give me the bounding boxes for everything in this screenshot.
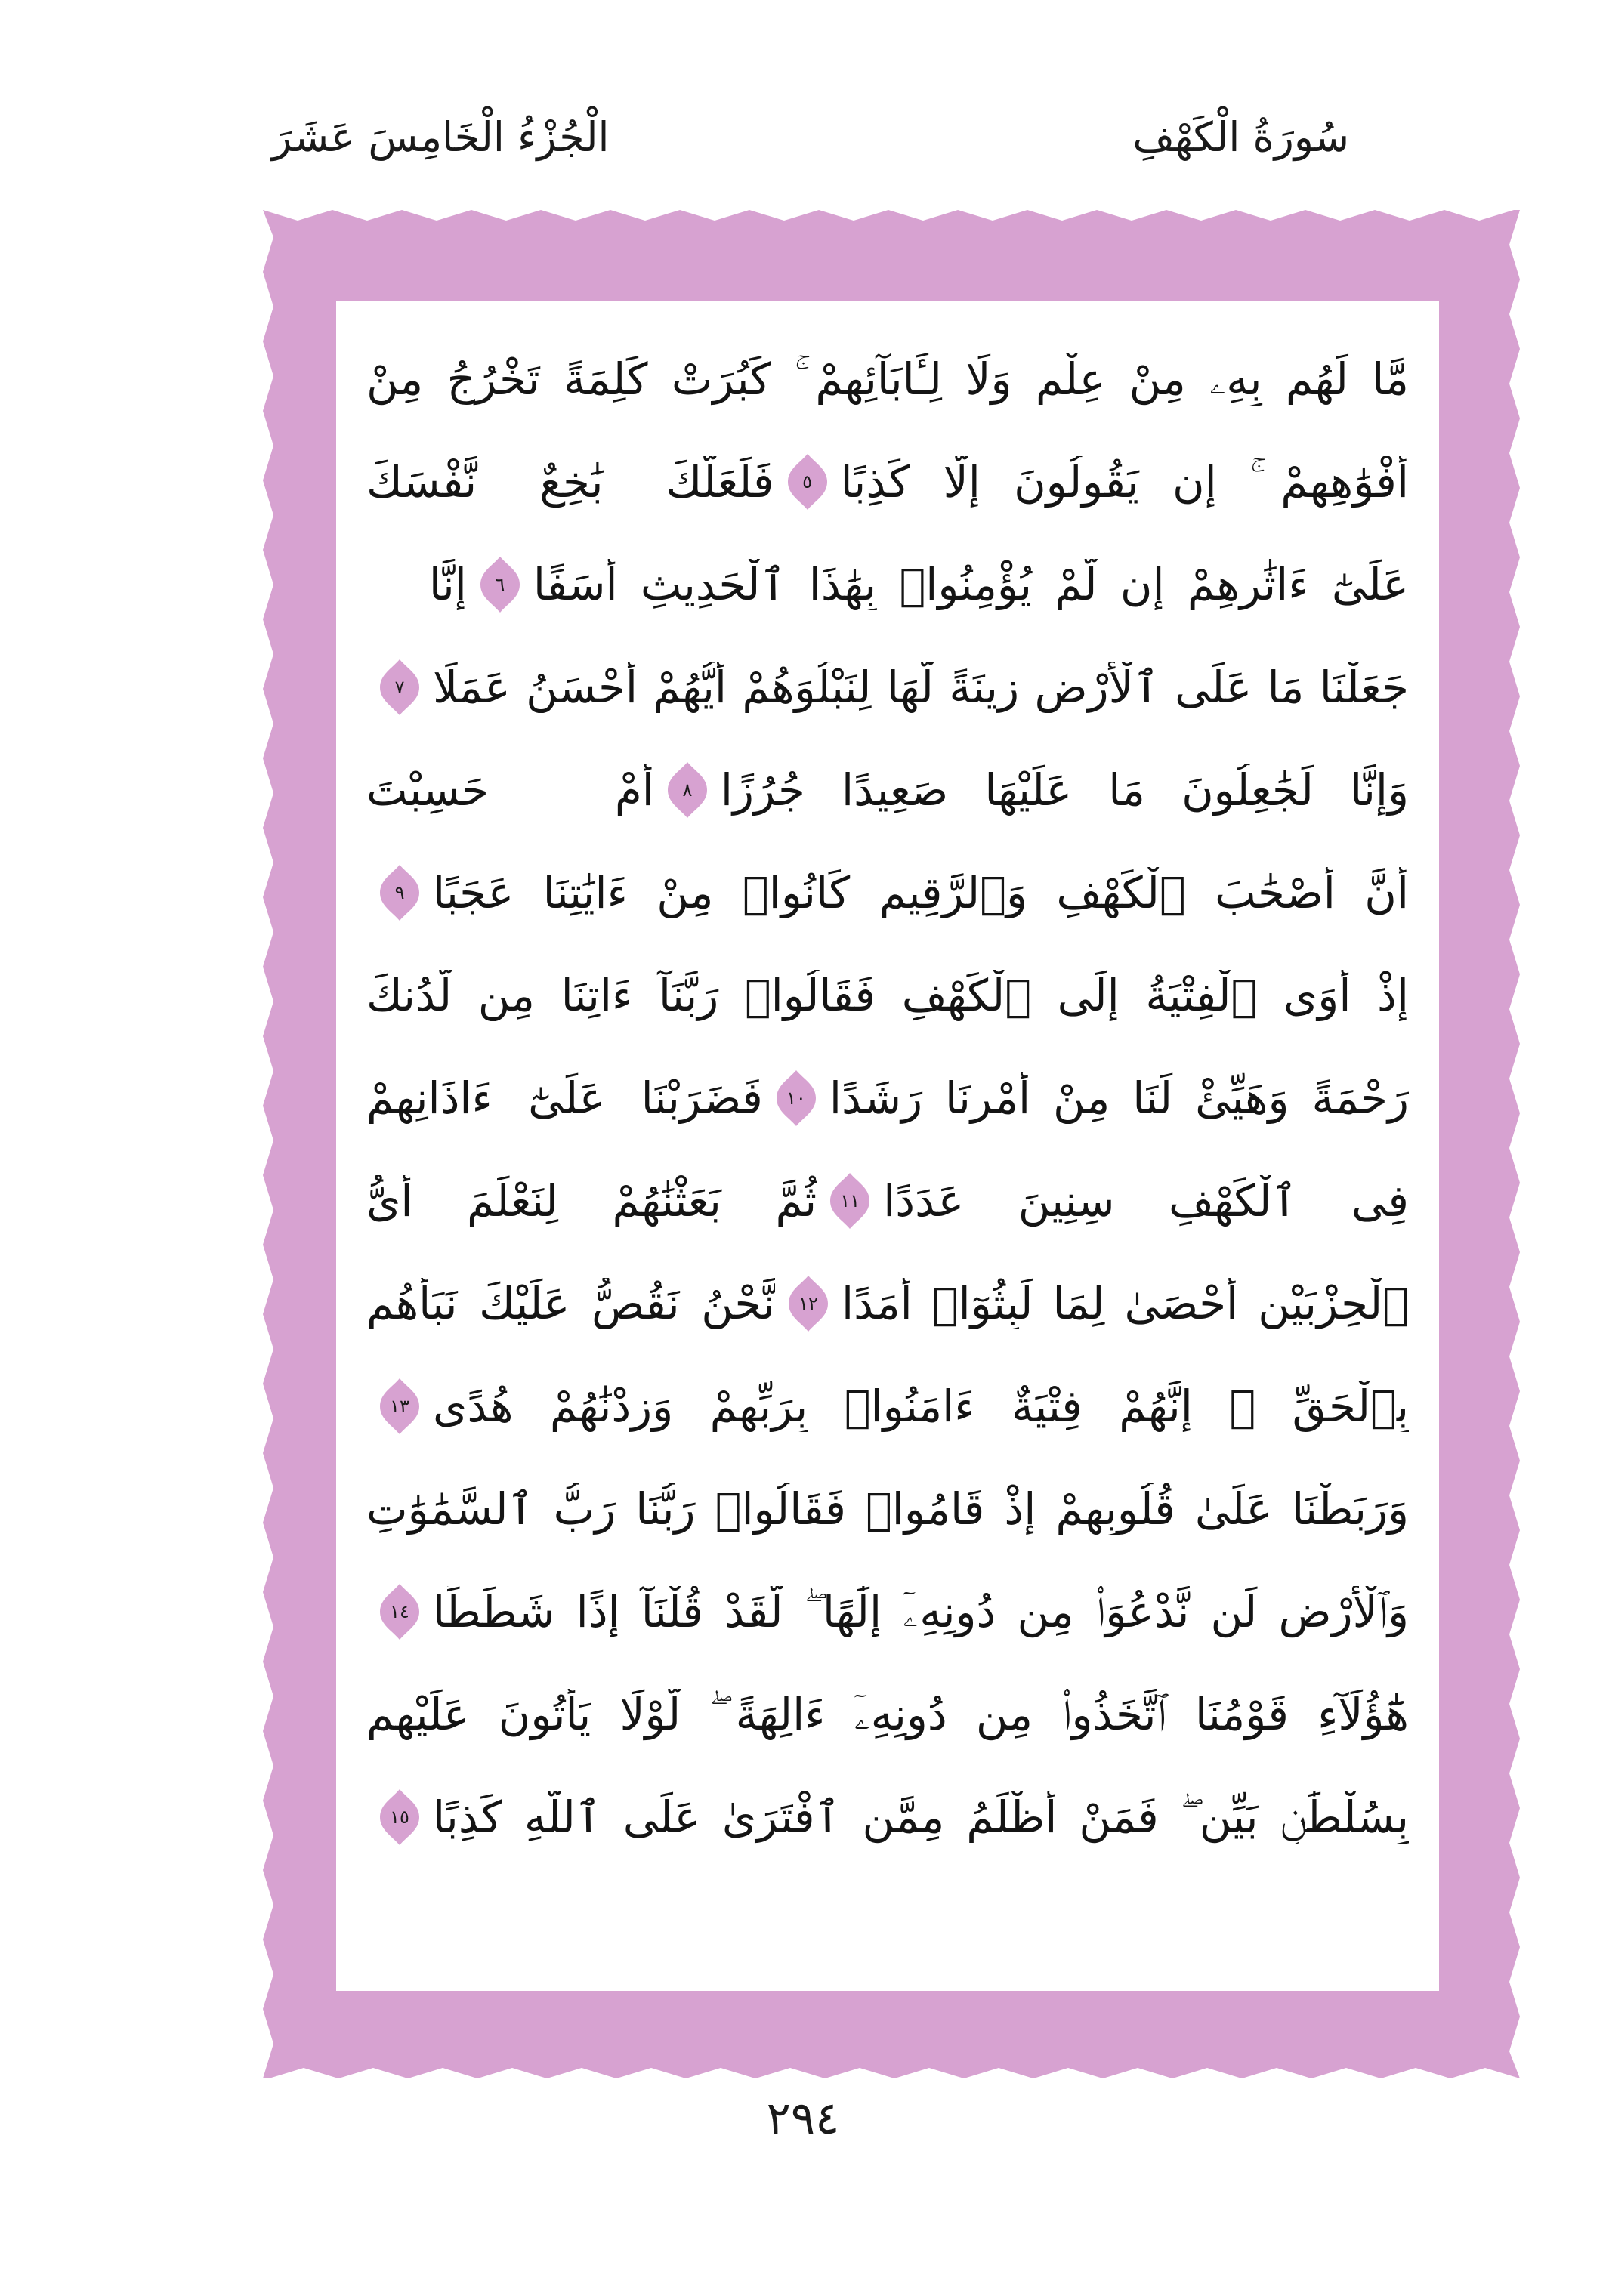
ayah-number-marker [377,1582,422,1641]
verse-text: فَضَرَبْنَا عَلَىٰٓ ءَاذَانِهِمْ [366,1072,763,1124]
verse-text: بِٱلْحَقِّ ۚ إِنَّهُمْ فِتْيَةٌ ءَامَنُوا۟ بِرَبِّهِمْ وَزِدْنَٰهُمْ هُدًى [433,1381,1409,1432]
verse-text: وَٱلْأَرْضِ لَن نَّدْعُوَا۟ مِن دُونِهِۦٓ إِلَٰهًا ۖ لَّقَدْ قُلْنَآ إِذًا شَطَطًا [433,1585,1409,1637]
verse-text: جَعَلْنَا مَا عَلَى ٱلْأَرْضِ زِينَةً لَّهَا لِنَبْلُوَهُمْ أَيُّهُمْ أَحْسَنُ عَمَلًا [433,662,1409,713]
ayah-number: ١٢ [798,1293,818,1314]
ayah-number-marker [786,1274,831,1333]
verse-line [366,944,1409,1047]
ayah-number-marker [477,555,523,614]
verse-text: أَنَّ أَصْحَٰبَ ٱلْكَهْفِ وَٱلرَّقِيمِ كَانُوا۟ مِنْ ءَايَٰتِنَا عَجَبًا [433,867,1409,918]
verse-text: عَلَىٰٓ ءَاثَٰرِهِمْ إِن لَّمْ يُؤْمِنُوا۟ بِهَٰذَا ٱلْحَدِيثِ أَسَفًا [533,559,1409,610]
verse-text: ثُمَّ بَعَثْنَٰهُمْ لِنَعْلَمَ أَىُّ [366,1175,817,1227]
ayah-number-marker [377,863,422,922]
verse-text: وَإِنَّا لَجَٰعِلُونَ مَا عَلَيْهَا صَعِيدًا جُرُزًا [720,764,1409,816]
verse-line [366,1458,1409,1560]
verse-text: نَّحْنُ نَقُصُّ عَلَيْكَ نَبَأَهُم [366,1278,776,1329]
ayah-number: ١٣ [390,1396,409,1417]
verse-text: إِذْ أَوَى ٱلْفِتْيَةُ إِلَى ٱلْكَهْفِ فَقَالُوا۟ رَبَّنَآ ءَاتِنَا مِن لَّدُنكَ [366,970,1409,1021]
ayah-number: ٦ [495,574,505,595]
ayah-number-marker [377,1377,422,1436]
juz-header: الْجُزْءُ الْخَامِسَ عَشَرَ [272,113,610,161]
ayah-number-marker [827,1171,872,1230]
ayah-number-marker [774,1069,819,1128]
verse-text: بِسُلْطَٰنٍۭ بَيِّنٍ ۖ فَمَنْ أَظْلَمُ مِمَّنِ ٱفْتَرَىٰ عَلَى ٱللَّهِ كَذِبًا [433,1791,1409,1843]
verse-line [366,1252,1409,1355]
verse-line [366,1355,1409,1458]
ayah-number-marker [785,452,830,511]
verse-line [366,841,1409,944]
verse-line [366,636,1409,739]
ayah-number: ٧ [394,677,405,698]
verse-text-area [336,301,1439,1991]
verse-line [366,1766,1409,1869]
verse-line [366,1663,1409,1766]
verse-text: مَّا لَهُم بِهِۦ مِنْ عِلْمٍ وَلَا لِـَٔابَآئِهِمْ ۚ كَبُرَتْ كَلِمَةً تَخْرُجُ مِنْ [366,353,1409,405]
verse-line [366,533,1409,636]
page-number: ٢٩٤ [766,2092,840,2145]
ayah-number-marker [665,761,710,819]
verse-line [366,430,1409,533]
verse-text: إِنَّا [428,559,467,610]
verse-line [366,739,1409,841]
verse-line [366,1150,1409,1252]
verse-line [366,328,1409,430]
ayah-number-marker [377,1788,422,1847]
ayah-number: ١٤ [390,1601,409,1622]
verse-text: رَحْمَةً وَهَيِّئْ لَنَا مِنْ أَمْرِنَا رَشَدًا [829,1072,1409,1124]
ayah-number: ١٠ [786,1088,806,1109]
verse-text: هَٰٓؤُلَآءِ قَوْمُنَا ٱتَّخَذُوا۟ مِن دُونِهِۦٓ ءَالِهَةً ۖ لَّوْلَا يَأْتُونَ عَلَيْهِم [366,1688,1409,1740]
verse-text: ٱلْحِزْبَيْنِ أَحْصَىٰ لِمَا لَبِثُوٓا۟ أَمَدًا [842,1278,1409,1329]
verse-text: فَلَعَلَّكَ بَٰخِعٌ نَّفْسَكَ [366,456,774,508]
ayah-number: ١١ [840,1190,860,1211]
verse-line [366,1047,1409,1150]
ayah-number: ٨ [682,779,693,801]
verse-text: وَرَبَطْنَا عَلَىٰ قُلُوبِهِمْ إِذْ قَامُوا۟ فَقَالُوا۟ رَبُّنَا رَبُّ ٱلسَّمَٰوَٰتِ [366,1483,1409,1535]
verse-line [366,1560,1409,1663]
ayah-number: ٥ [802,471,812,492]
surah-header: سُورَةُ الْكَهْفِ [1132,113,1349,161]
verse-text: أَفْوَٰهِهِمْ ۚ إِن يَقُولُونَ إِلَّا كَذِبًا [840,455,1409,508]
ayah-number: ٩ [394,882,405,903]
ayah-number-marker [377,658,422,717]
verse-text: أَمْ حَسِبْتَ [366,764,654,816]
verse-text: فِى ٱلْكَهْفِ سِنِينَ عَدَدًا [883,1175,1409,1227]
ayah-number: ١٥ [390,1807,409,1828]
